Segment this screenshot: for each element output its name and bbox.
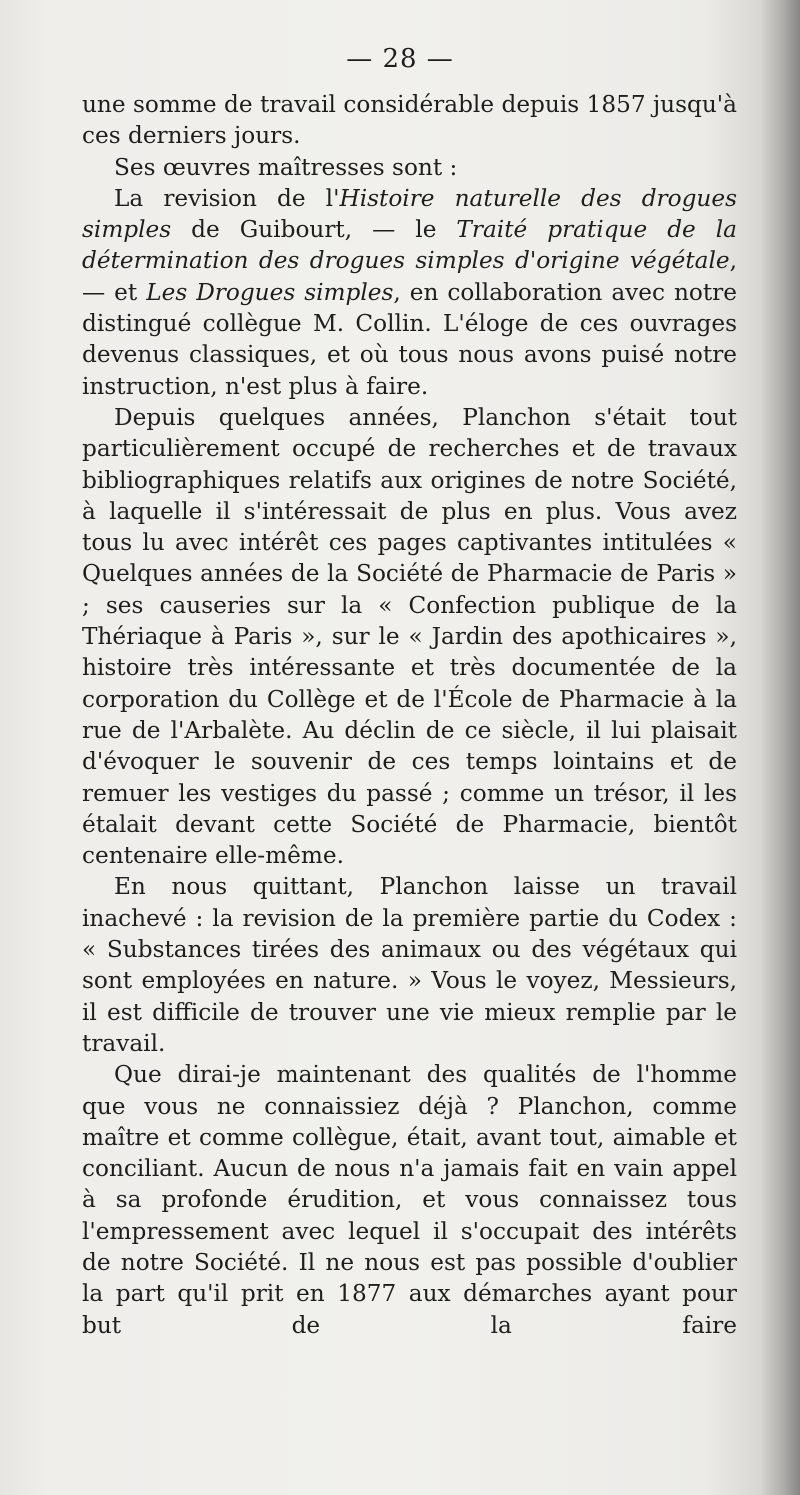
title-histoire-naturelle: Histoire naturelle des drogues simples (82, 184, 737, 244)
paragraph-3-text-4: , en collaboration avec notre distingué collègue M. Collin. L'éloge de ces ouvrages devenus classiques, et où tous nous avons puisé notre instruction, n'est plus à faire. (82, 278, 737, 400)
paragraph-2: Ses œuvres maîtresses sont : (114, 153, 458, 181)
title-traite-pratique: Traité pratique de la détermination des drogues simples d'origine végétale (82, 216, 737, 275)
paragraph-6: Que dirai-je maintenant des qualités de l'homme que vous ne connaissiez déjà ? Planchon, comme maître et comme collègue, était, avant tout, aimable et conciliant. Aucun de nous n'a jamais fait en vain appel à sa profonde érudition, et vous connaissez tous l'empressement avec lequel il s'occupait des intérêts de notre Société. Il ne nous est pas possible d'oublier la part qu'il prit en 1877 aux démarches ayant pour but de la faire (82, 1061, 737, 1339)
paragraph-3 (82, 183, 737, 402)
page-edge-shadow (760, 0, 800, 1495)
paragraph-4: Depuis quelques années, Planchon s'était tout particulièrement occupé de recherches et de travaux bibliographiques relatifs aux origines de notre Société, à laquelle il s'intéressait de plus en plus. Vous avez tous lu avec intérêt ces pages captivantes intitulées « Quelques années de la Société de Pharmacie de Paris » ; ses causeries sur la « Confection publique de la Thériaque à Paris », sur le « Jardin des apothicaires », histoire très intéressante et très documentée de la corporation du Collège et de l'École de Pharmacie à la rue de l'Arbalète. Au déclin de ce siècle, il lui plaisait d'évoquer le souvenir de ces temps lointains et de remuer les vestiges du passé ; comme un trésor, il les étalait devant cette Société de Pharmacie, bientôt centenaire elle-même. (82, 403, 737, 870)
paragraph-1: une somme de travail considérable depuis 1857 jusqu'à ces derniers jours. (82, 91, 737, 150)
paragraph-3-text-2: de Guibourt, — le (171, 216, 457, 244)
body-text (82, 89, 737, 1341)
paragraph-3-text-1: La revision de l' (114, 184, 340, 212)
paragraph-5: En nous quittant, Planchon laisse un travail inachevé : la revision de la première partie du Codex : « Substances tirées des animaux ou des végétaux qui sont employées en nature. » Vous le voyez, Messieurs, il est difficile de trouver une vie mieux remplie par le travail. (82, 873, 737, 1057)
title-drogues-simples: Les Drogues simples (146, 278, 394, 306)
page-number: — 28 — (346, 44, 454, 74)
paragraph-3-text-3: , — et (82, 247, 737, 306)
